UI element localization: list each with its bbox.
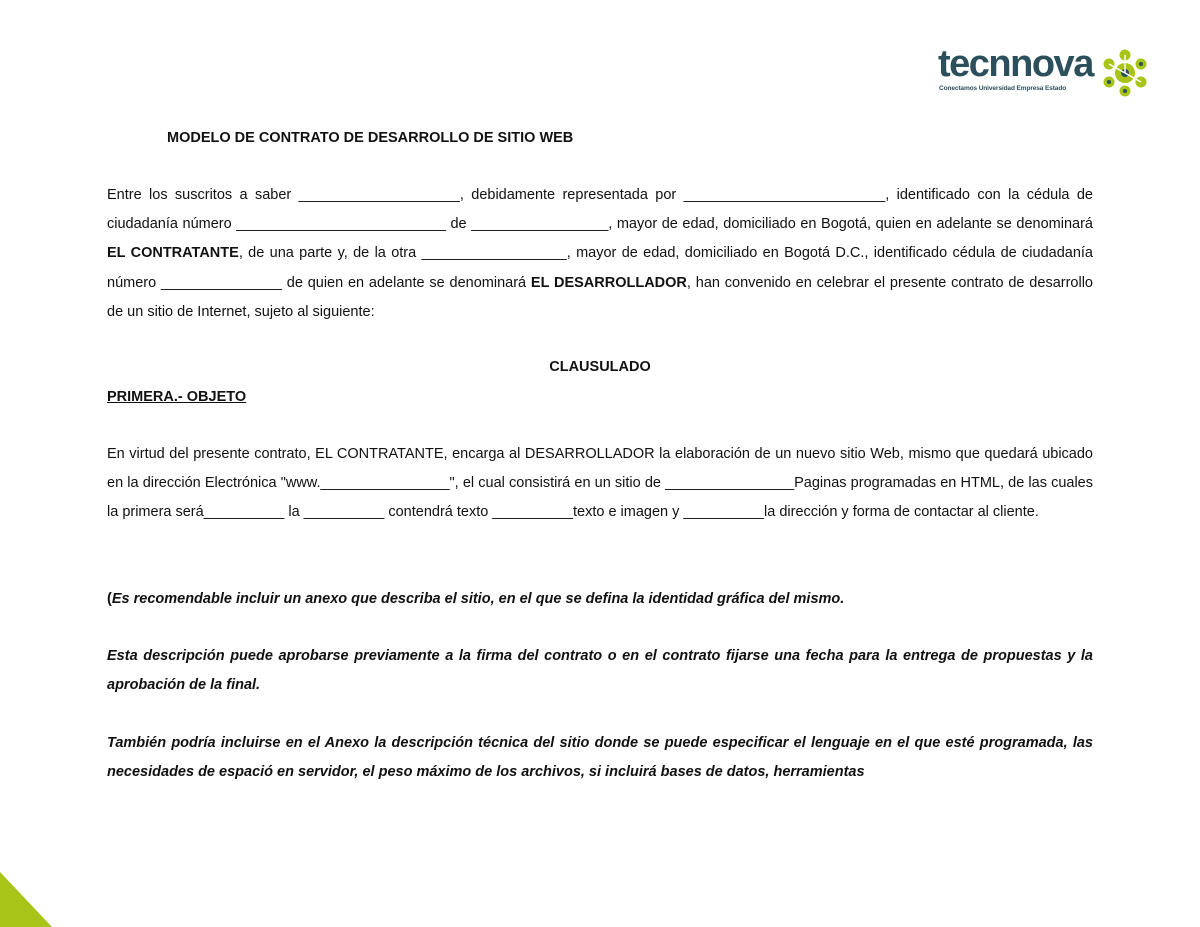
desarrollador-term: EL DESARROLLADOR [530,274,687,291]
contratante-term: EL CONTRATANTE [107,245,239,262]
molecule-logo-icon [1100,48,1150,98]
logo-wordmark: tecnnova [938,43,1093,85]
intro-text-1: Entre los suscritos a saber ____________________, debidamente representada por _________________________, identificado con la cédula de ciudadanía número __________________________ de _________________, mayor de edad, domiciliado en Bogotá, quien en adelante se denominará [107,187,1093,233]
intro-text-3: , han convenido en celebrar el presente contrato de desarrollo de un sitio de Internet, sujeto al siguiente: [107,274,1093,320]
note-paragraph-3: También podría incluirse en el Anexo la descripción técnica del sitio donde se puede especificar el lenguaje en el que esté programada, las necesidades de espació en servidor, el peso máximo de los archivos, si incluirá bases de datos, herramientas [107,735,1093,781]
section-heading: CLAUSULADO [549,359,651,375]
note-paragraph-2: Esta descripción puede aprobarse previamente a la firma del contrato o en el contrato fijarse una fecha para la entrega de propuestas y la aprobación de la final. [107,648,1093,694]
note-paragraph-1 [107,585,1093,614]
note-text-1: Es recomendable incluir un anexo que describa el sitio, en el que se defina la identidad gráfica del mismo. [111,591,845,607]
document-title: MODELO DE CONTRATO DE DESARROLLO DE SITIO WEB [167,130,574,146]
intro-paragraph [107,181,1093,327]
clause-heading: PRIMERA.- OBJETO [107,389,247,405]
note-open-paren: ( [107,591,112,607]
logo-tagline: Conectamos Universidad Empresa Estado [939,85,1067,92]
intro-text-2: , de una parte y, de la otra __________________, mayor de edad, domiciliado en Bogotá D.C., identificado cédula de ciudadanía número _______________ de quien en adelante se denominará [107,245,1093,291]
tecnnova-logo [938,43,1150,100]
clause-paragraph: En virtud del presente contrato, EL CONTRATANTE, encarga al DESARROLLADOR la elaboración de un nuevo sitio Web, mismo que quedará ubicado en la dirección Electrónica "www.________________", el cual consistirá en un sitio de ________________Paginas programadas en HTML, de las cuales la primera será__________ la __________ contendrá texto __________texto e imagen y __________la dirección y forma de contactar al cliente. [107,446,1093,521]
